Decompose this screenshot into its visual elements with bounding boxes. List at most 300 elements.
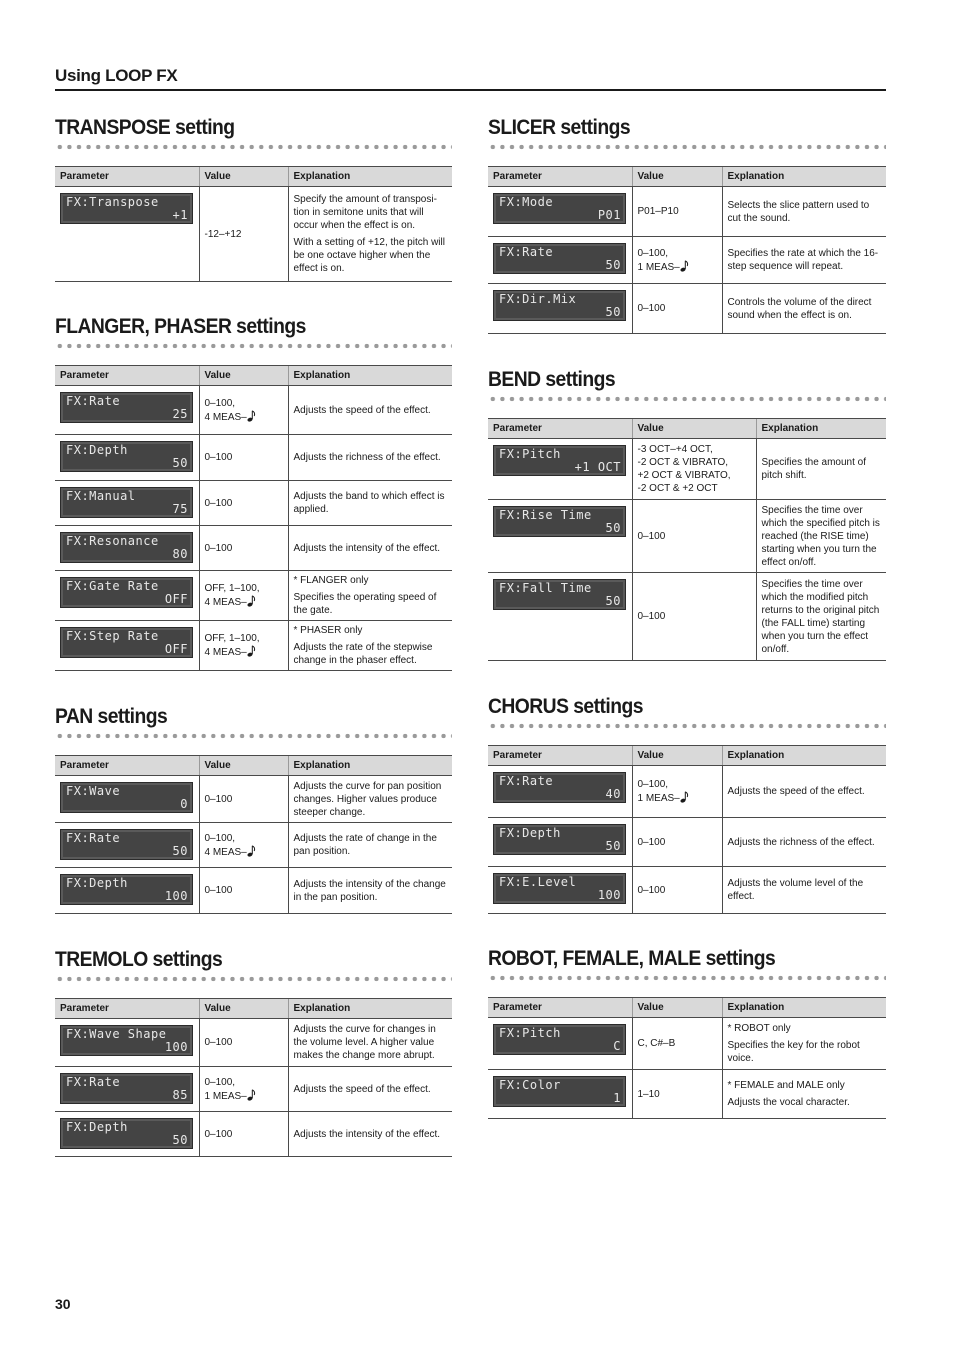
table-header-row [488, 998, 886, 1018]
value-cell [632, 439, 756, 500]
lcd-param-name: FX:Transpose [66, 195, 159, 209]
parameter-cell [55, 1019, 199, 1067]
section-flanger-phaser [55, 314, 452, 666]
col-header-parameter: Parameter [488, 167, 632, 187]
section-tremolo [55, 947, 452, 1147]
value-cell [199, 187, 288, 282]
explanation-cell [722, 1018, 886, 1070]
table-row [55, 823, 452, 868]
lcd-param-name: FX:Resonance [66, 534, 159, 548]
value-cell [632, 1070, 722, 1119]
lcd-display [493, 772, 626, 803]
parameter-cell [488, 237, 632, 284]
explanation-cell [288, 481, 452, 526]
value-range: OFF, 1–100, [204, 583, 260, 594]
lcd-param-value: 50 [605, 594, 621, 608]
note-icon [247, 595, 256, 607]
lcd-param-value: +1 OCT [574, 460, 621, 474]
col-header-explanation: Explanation [756, 419, 886, 439]
table-row [55, 1067, 452, 1112]
table-row [55, 571, 452, 621]
parameter-cell [488, 439, 632, 500]
value-range: OFF, 1–100, [204, 633, 260, 644]
col-header-explanation: Explanation [288, 756, 452, 776]
lcd-param-value: 75 [172, 502, 188, 516]
explanation-text: Adjusts the curve for pan position changes. Higher values produce steeper change. [293, 780, 442, 818]
value-meas [205, 410, 283, 424]
lcd-param-value: 50 [172, 1133, 188, 1147]
explanation-text: Adjusts the curve for changes in the volume level. A higher value makes the change more abrupt. [293, 1024, 436, 1061]
lcd-param-name: FX:Mode [499, 195, 554, 209]
lcd-param-name: FX:Depth [66, 443, 128, 457]
explanation-text-2: Adjusts the rate of the stepwise change in the phaser effect. [293, 642, 433, 666]
value-range: 0–100, [204, 397, 236, 409]
value-range: -12–+12 [204, 228, 242, 240]
explanation-text: Controls the volume of the direct sound when the effect is on. [727, 296, 872, 321]
table-row [488, 1018, 886, 1070]
value-cell [632, 237, 722, 284]
parameter-cell [55, 435, 199, 481]
lcd-param-name: FX:Wave Shape [66, 1027, 167, 1041]
page-number: 30 [55, 1296, 71, 1312]
col-header-parameter: Parameter [55, 167, 199, 187]
lcd-param-name: FX:Dir.Mix [499, 292, 577, 306]
value-range: 0–100 [204, 1037, 233, 1048]
table-row [488, 439, 886, 500]
explanation-cell [722, 284, 886, 334]
explanation-text: Adjusts the intensity of the effect. [293, 1128, 441, 1140]
parameter-cell [55, 386, 199, 435]
section-slicer [488, 115, 886, 321]
note-icon [247, 1089, 256, 1101]
explanation-text: Adjusts the intensity of the change in the pan position. [293, 878, 446, 903]
header-rule [55, 89, 886, 91]
value-range: 0–100 [637, 836, 666, 848]
value-cell [199, 776, 288, 823]
explanation-text: Adjusts the speed of the effect. [293, 1083, 431, 1095]
explanation-text: Specifies the rate at which the 16-step sequence will repeat. [727, 248, 879, 272]
lcd-param-value: 50 [172, 844, 188, 858]
lcd-display [493, 873, 626, 904]
value-meas-text: 4 MEAS– [204, 597, 247, 608]
lcd-param-value: 40 [605, 787, 621, 801]
lcd-param-name: FX:Rate [66, 394, 121, 408]
col-header-value: Value [632, 419, 756, 439]
explanation-cell [756, 439, 886, 500]
section-transpose [55, 115, 452, 274]
lcd-display [60, 577, 193, 608]
explanation-text: Adjusts the rate of change in the pan position. [293, 833, 437, 857]
value-cell [199, 386, 288, 435]
table-row [488, 573, 886, 661]
value-cell [632, 818, 722, 867]
value-meas [205, 845, 283, 859]
lcd-display [60, 627, 193, 658]
value-cell [199, 571, 288, 621]
value-cell [199, 823, 288, 868]
lcd-param-name: FX:Wave [66, 784, 121, 798]
explanation-cell [288, 187, 452, 282]
parameter-cell [488, 284, 632, 334]
running-head: Using LOOP FX [55, 66, 178, 85]
col-header-value: Value [632, 167, 722, 187]
col-header-value: Value [632, 746, 722, 766]
explanation-text: Adjusts the richness of the effect. [727, 836, 875, 848]
dotted-rule [488, 975, 886, 981]
section-title: TRANSPOSE setting [55, 116, 235, 139]
parameter-cell [55, 481, 199, 526]
lcd-param-value: 50 [605, 839, 621, 853]
lcd-param-name: FX:Gate Rate [66, 579, 159, 593]
lcd-param-value: P01 [597, 208, 621, 222]
lcd-param-value: C [613, 1039, 621, 1053]
col-header-value: Value [632, 998, 722, 1018]
value-cell [199, 435, 288, 481]
parameter-table [488, 997, 886, 1119]
explanation-text-2: Specifies the operating speed of the gate. [293, 592, 437, 616]
lcd-display [493, 1076, 626, 1107]
lcd-param-value: 25 [172, 407, 188, 421]
parameter-cell [488, 1070, 632, 1119]
value-cell [199, 1112, 288, 1157]
value-range: 1–10 [637, 1088, 660, 1100]
value-cell [199, 1019, 288, 1067]
lcd-display [60, 874, 193, 905]
value-meas-text: 1 MEAS– [204, 1090, 247, 1102]
lcd-param-value: 50 [172, 456, 188, 470]
section-title: SLICER settings [488, 116, 631, 139]
parameter-table [488, 745, 886, 914]
value-range: 0–100, [637, 247, 669, 259]
lcd-display [60, 1118, 193, 1149]
lcd-param-value: 1 [613, 1091, 621, 1105]
lcd-param-value: 100 [164, 1040, 188, 1054]
value-cell [199, 868, 288, 914]
value-range: 0–100, [204, 832, 236, 844]
explanation-cell [756, 500, 886, 573]
explanation-cell [722, 818, 886, 867]
lcd-display [60, 441, 193, 472]
explanation-text: Specifies the time over which the specified pitch is reached (the RISE time) starting when you turn the effect on/off. [761, 504, 880, 568]
table-header-row [488, 167, 886, 187]
lcd-param-name: FX:Depth [499, 826, 561, 840]
lcd-display [60, 829, 193, 860]
value-cell [632, 284, 722, 334]
col-header-parameter: Parameter [488, 746, 632, 766]
section-title: PAN settings [55, 705, 168, 728]
lcd-param-name: FX:Pitch [499, 447, 561, 461]
explanation-text: Adjusts the volume level of the effect. [727, 878, 864, 902]
value-range: 0–100, [204, 1076, 236, 1088]
table-header-row [488, 746, 886, 766]
explanation-text: * FLANGER only [293, 575, 369, 586]
lcd-param-value: 80 [172, 547, 188, 561]
parameter-table [55, 365, 452, 671]
parameter-cell [488, 1018, 632, 1070]
explanation-cell [288, 776, 452, 823]
col-header-explanation: Explanation [722, 746, 886, 766]
col-header-parameter: Parameter [488, 998, 632, 1018]
lcd-display [493, 193, 626, 224]
value-cell [199, 481, 288, 526]
dotted-rule [488, 144, 886, 150]
lcd-param-value: OFF [164, 642, 188, 656]
lcd-display [493, 579, 626, 610]
table-row [488, 867, 886, 914]
parameter-cell [55, 1067, 199, 1112]
col-header-parameter: Parameter [488, 419, 632, 439]
col-header-explanation: Explanation [288, 366, 452, 386]
col-header-parameter: Parameter [55, 756, 199, 776]
explanation-cell [288, 823, 452, 868]
lcd-param-name: FX:Pitch [499, 1026, 561, 1040]
col-header-explanation: Explanation [288, 999, 452, 1019]
parameter-cell [488, 766, 632, 818]
value-cell [199, 526, 288, 571]
value-cell [632, 187, 722, 237]
col-header-explanation: Explanation [288, 167, 452, 187]
table-row [488, 284, 886, 334]
parameter-cell [488, 818, 632, 867]
col-header-value: Value [199, 366, 288, 386]
table-row [55, 776, 452, 823]
parameter-cell [55, 571, 199, 621]
value-range: 0–100 [204, 793, 233, 805]
dotted-rule [55, 343, 452, 349]
table-row [488, 187, 886, 237]
col-header-value: Value [199, 756, 288, 776]
value-meas [205, 645, 283, 659]
parameter-cell [55, 526, 199, 571]
parameter-table [55, 166, 452, 282]
note-icon [247, 645, 256, 657]
parameter-cell [488, 187, 632, 237]
value-meas-text: 1 MEAS– [637, 793, 680, 804]
parameter-table [55, 755, 452, 914]
lcd-param-name: FX:Depth [66, 1120, 128, 1134]
lcd-param-name: FX:Depth [66, 876, 128, 890]
value-meas-text: 4 MEAS– [204, 846, 247, 858]
parameter-table [488, 166, 886, 334]
lcd-display [60, 392, 193, 423]
lcd-display [493, 824, 626, 855]
value-range: 0–100 [637, 884, 666, 896]
value-cell [632, 500, 756, 573]
value-range: 0–100 [204, 452, 233, 463]
lcd-param-name: FX:Color [499, 1078, 561, 1092]
section-title: CHORUS settings [488, 695, 643, 718]
dotted-rule [55, 733, 452, 739]
section-robot-female-male [488, 946, 886, 1108]
value-range: 0–100 [637, 611, 666, 622]
table-row [488, 500, 886, 573]
value-range: 0–100 [637, 303, 666, 314]
value-range: C, C#–B [637, 1038, 676, 1049]
table-row [55, 621, 452, 671]
value-meas [205, 595, 283, 609]
lcd-display [60, 1025, 193, 1056]
section-title: FLANGER, PHASER settings [55, 315, 306, 338]
table-header-row [488, 419, 886, 439]
parameter-cell [55, 621, 199, 671]
value-cell [199, 1067, 288, 1112]
table-row [488, 237, 886, 284]
explanation-text: Adjusts the speed of the effect. [293, 404, 431, 416]
col-header-explanation: Explanation [722, 167, 886, 187]
section-pan [55, 704, 452, 903]
lcd-display [60, 532, 193, 563]
parameter-cell [488, 500, 632, 573]
explanation-text: Specifies the time over which the modified pitch returns to the original pitch (the FALL time) starting when you turn the effect on/off. [761, 578, 880, 655]
explanation-cell [722, 187, 886, 237]
note-icon [680, 791, 689, 803]
explanation-cell [722, 1070, 886, 1119]
value-range: 0–100 [637, 530, 666, 542]
lcd-param-name: FX:Fall Time [499, 581, 592, 595]
value-meas-text: 4 MEAS– [204, 411, 247, 423]
table-row [55, 481, 452, 526]
lcd-display [60, 782, 193, 813]
explanation-text: Specify the amount of transposi-tion in semitone units that will occur when the effect is on. [293, 194, 437, 231]
lcd-param-name: FX:E.Level [499, 875, 577, 889]
value-range: 0–100 [204, 497, 233, 509]
section-title: BEND settings [488, 368, 616, 391]
dotted-rule [488, 723, 886, 729]
table-row [55, 526, 452, 571]
value-range: 0–100 [204, 885, 233, 896]
explanation-cell [288, 386, 452, 435]
explanation-cell [722, 867, 886, 914]
explanation-text: Adjusts the richness of the effect. [293, 452, 441, 463]
parameter-cell [488, 573, 632, 661]
explanation-cell [288, 1019, 452, 1067]
explanation-cell [288, 621, 452, 671]
explanation-cell [288, 868, 452, 914]
explanation-text: Specifies the amount of pitch shift. [761, 457, 867, 481]
value-meas-text: 4 MEAS– [204, 647, 247, 658]
lcd-param-name: FX:Step Rate [66, 629, 159, 643]
value-meas [638, 260, 717, 274]
lcd-param-name: FX:Rate [499, 245, 554, 259]
explanation-cell [722, 237, 886, 284]
table-row [55, 187, 452, 282]
lcd-param-value: 50 [605, 521, 621, 535]
table-header-row [55, 366, 452, 386]
explanation-text-2: Specifies the key for the robot voice. [727, 1040, 860, 1064]
lcd-display [493, 506, 626, 537]
section-bend [488, 367, 886, 655]
table-row [55, 1019, 452, 1067]
lcd-display [493, 243, 626, 274]
value-cell [199, 621, 288, 671]
section-title: TREMOLO settings [55, 948, 223, 971]
lcd-display [60, 193, 193, 224]
explanation-text: Adjusts the intensity of the effect. [293, 542, 441, 554]
value-cell [632, 766, 722, 818]
explanation-cell [722, 766, 886, 818]
dotted-rule [55, 144, 452, 150]
parameter-table [55, 998, 452, 1157]
value-range: 0–100 [204, 542, 233, 554]
lcd-param-name: FX:Manual [66, 489, 136, 503]
table-header-row [55, 167, 452, 187]
parameter-cell [55, 823, 199, 868]
lcd-display [60, 1073, 193, 1104]
parameter-cell [55, 868, 199, 914]
value-meas-text: 1 MEAS– [637, 261, 680, 273]
col-header-value: Value [199, 167, 288, 187]
table-row [55, 435, 452, 481]
note-icon [247, 845, 256, 857]
section-chorus [488, 694, 886, 902]
lcd-param-value: 100 [164, 889, 188, 903]
dotted-rule [55, 976, 452, 982]
parameter-table [488, 418, 886, 661]
table-row [55, 868, 452, 914]
explanation-text: * ROBOT only [727, 1023, 791, 1034]
lcd-param-value: 0 [180, 797, 188, 811]
lcd-param-value: 100 [597, 888, 621, 902]
lcd-display [493, 1024, 626, 1055]
value-cell [632, 573, 756, 661]
lcd-param-value: 85 [172, 1088, 188, 1102]
explanation-text: Adjusts the speed of the effect. [727, 786, 865, 797]
explanation-text: * FEMALE and MALE only [727, 1080, 845, 1091]
col-header-parameter: Parameter [55, 366, 199, 386]
table-row [488, 818, 886, 867]
lcd-param-value: 50 [605, 258, 621, 272]
parameter-cell [55, 187, 199, 282]
table-header-row [55, 999, 452, 1019]
parameter-cell [488, 867, 632, 914]
lcd-param-value: OFF [164, 592, 188, 606]
explanation-text: * PHASER only [293, 625, 363, 636]
col-header-explanation: Explanation [722, 998, 886, 1018]
explanation-text: Selects the slice pattern used to cut the sound. [727, 199, 870, 224]
explanation-cell [756, 573, 886, 661]
value-meas [638, 791, 717, 805]
value-range: 0–100 [204, 1128, 233, 1140]
explanation-text-2: Adjusts the vocal character. [727, 1097, 850, 1108]
explanation-cell [288, 1067, 452, 1112]
value-meas [205, 1089, 283, 1103]
table-row [488, 766, 886, 818]
lcd-param-name: FX:Rate [66, 1075, 121, 1089]
lcd-param-name: FX:Rate [499, 774, 554, 788]
note-icon [247, 410, 256, 422]
explanation-cell [288, 571, 452, 621]
explanation-cell [288, 1112, 452, 1157]
section-title: ROBOT, FEMALE, MALE settings [488, 947, 776, 970]
parameter-cell [55, 776, 199, 823]
dotted-rule [488, 396, 886, 402]
table-row [55, 386, 452, 435]
table-row [488, 1070, 886, 1119]
table-header-row [55, 756, 452, 776]
explanation-cell [288, 526, 452, 571]
col-header-parameter: Parameter [55, 999, 199, 1019]
parameter-cell [55, 1112, 199, 1157]
lcd-param-name: FX:Rate [66, 831, 121, 845]
explanation-cell [288, 435, 452, 481]
explanation-text: Adjusts the band to which effect is applied. [293, 491, 445, 515]
explanation-text-2: With a setting of +12, the pitch will be one octave higher when the effect is on. [293, 237, 445, 274]
value-cell [632, 1018, 722, 1070]
value-cell [632, 867, 722, 914]
note-icon [680, 260, 689, 272]
value-range: 0–100, [637, 779, 669, 790]
lcd-param-value: +1 [172, 208, 188, 222]
